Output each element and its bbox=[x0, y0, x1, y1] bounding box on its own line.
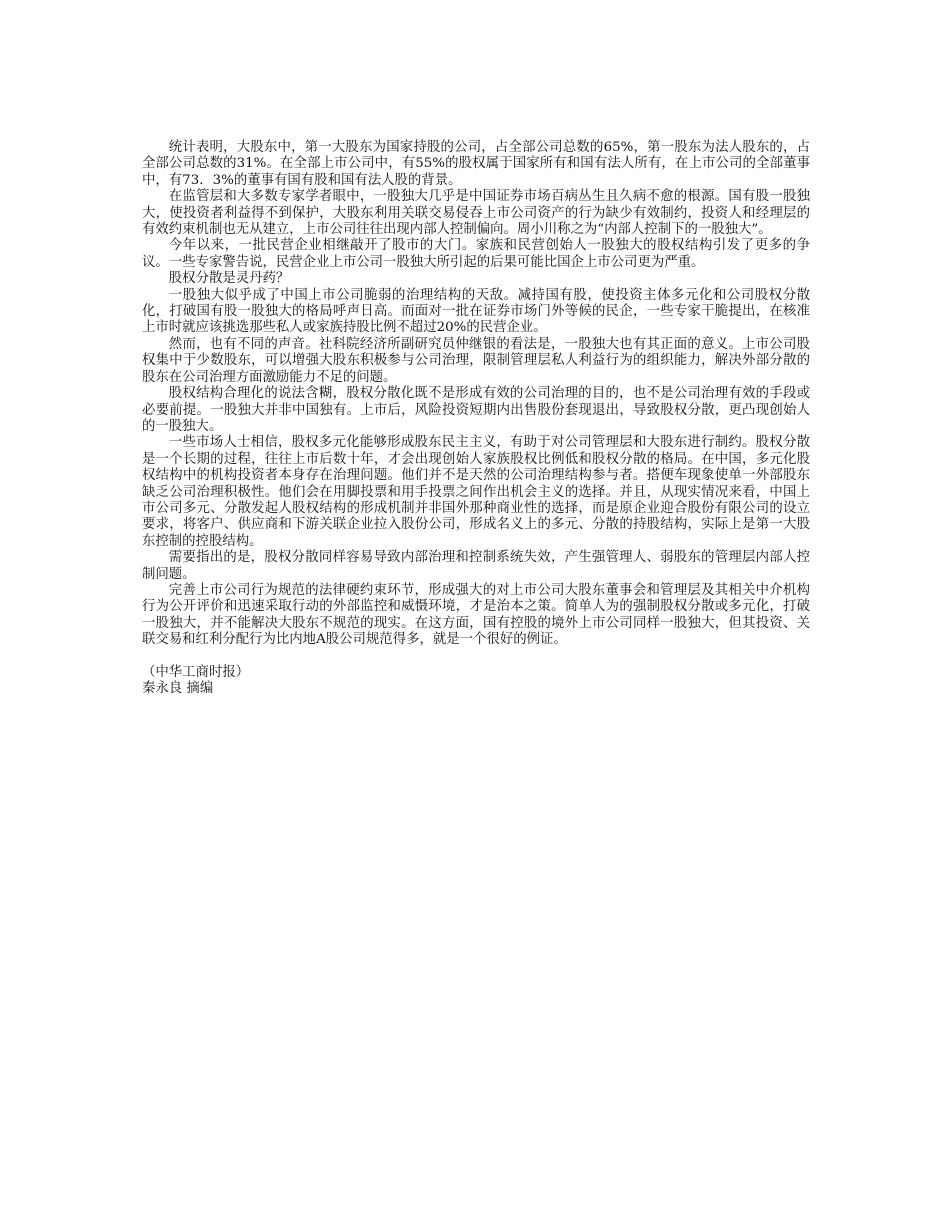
source-credit: （中华工商时报） bbox=[142, 664, 250, 680]
paragraph-9: 完善上市公司行为规范的法律硬约束环节，形成强大的对上市公司大股东董事会和管理层及其相关中介机构行为公开评价和迅速采取行动的外部监控和威慑环境，才是治本之策。简单人为的强制股权分散或多元化，打破一股独大，并不能解决大股东不规范的现实。在这方面，国有控股的境外上市公司同样一股独大，但其投资、关联交易和红利分配行为比内地A股公司规范得多，就是一个很好的例证。 bbox=[142, 582, 810, 648]
section-heading: 股权分散是灵丹药？ bbox=[168, 271, 290, 287]
paragraph-8: 需要指出的是，股权分散同样容易导致内部治理和控制系统失效，产生强管理人、弱股东的管理层内部人控制问题。 bbox=[142, 550, 810, 582]
paragraph-1: 统计表明，大股东中，第一大股东为国家持股的公司，占全部公司总数的65%，第一股东为法人股东的，占全部公司总数的31%。在全部上市公司中，有55%的股权属于国家所有和国有法人所有，在上市公司的全部董事中，有73．3%的董事有国有股和国有法人股的背景。 bbox=[142, 140, 810, 188]
paragraph-6: 股权结构合理化的说法含糊，股权分散化既不是形成有效的公司治理的目的，也不是公司治理有效的手段或必要前提。一股独大并非中国独有。上市后，风险投资短期内出售股份套现退出，导致股权分散，更凸现创始人的一股独大。 bbox=[142, 386, 810, 434]
editor-credit: 秦永良 摘编 bbox=[142, 681, 214, 696]
paragraph-5: 然而，也有不同的声音。社科院经济所副研究员仲继银的看法是，一股独大也有其正面的意义。上市公司股权集中于少数股东，可以增强大股东积极参与公司治理，限制管理层私人利益行为的组织能力，解决外部分散的股东在公司治理方面激励能力不足的问题。 bbox=[142, 336, 810, 385]
paragraph-3: 今年以来，一批民营企业相继敲开了股市的大门。家族和民营创始人一股独大的股权结构引发了更多的争议。一些专家警告说，民营企业上市公司一股独大所引起的后果可能比国企上市公司更为严重。 bbox=[142, 238, 810, 270]
article-body bbox=[142, 140, 810, 697]
paragraph-2: 在监管层和大多数专家学者眼中，一股独大几乎是中国证券市场百病丛生且久病不愈的根源。国有股一股独大，使投资者利益得不到保护，大股东利用关联交易侵吞上市公司资产的行为缺少有效制约，投资人和经理层的有效约束机制也无从建立，上市公司往往出现内部人控制偏向。周小川称之为“内部人控制下的一股独大”。 bbox=[142, 189, 810, 238]
paragraph-4: 一股独大似乎成了中国上市公司脆弱的治理结构的天敌。减持国有股，使投资主体多元化和公司股权分散化，打破国有股一股独大的格局呼声日高。而面对一批在证券市场门外等候的民企，一些专家干脆提出，在核准上市时就应该挑选那些私人或家族持股比例不超过20%的民营企业。 bbox=[142, 287, 810, 336]
paragraph-7: 一些市场人士相信，股权多元化能够形成股东民主主义，有助于对公司管理层和大股东进行制约。股权分散是一个长期的过程，往往上市后数十年，才会出现创始人家族股权比例低和股权分散的格局。在中国，多元化股权结构中的机构投资者本身存在治理问题。他们并不是天然的公司治理结构参与者。搭便车现象使单一外部股东缺乏公司治理积极性。他们会在用脚投票和用手投票之间作出机会主义的选择。并且，从现实情况来看，中国上市公司多元、分散发起人股权结构的形成机制并非国外那种商业性的选择，而是原企业迎合股份有限公司的设立要求，将客户、供应商和下游关联企业拉入股份公司，形成名义上的多元、分散的持股结构，实际上是第一大股东控制的控股结构。 bbox=[142, 435, 810, 549]
spacer bbox=[142, 649, 810, 665]
